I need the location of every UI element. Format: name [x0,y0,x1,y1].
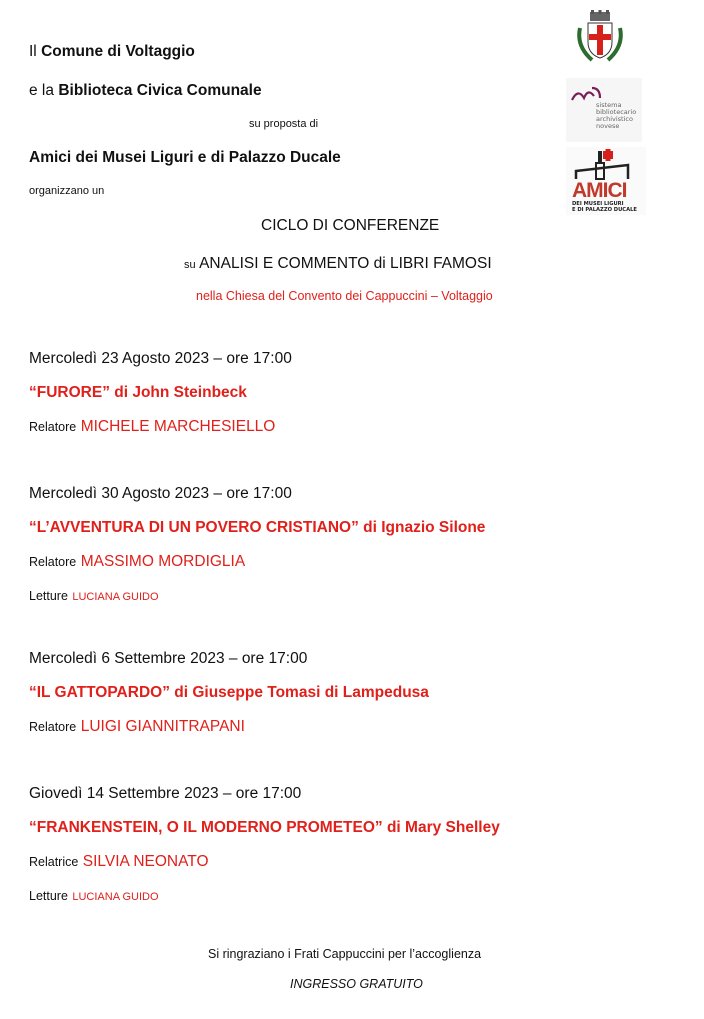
event-2-reading: Letture LUCIANA GUIDO [29,589,159,603]
sba-line-4: novese [596,122,620,130]
topic-title: ANALISI E COMMENTO di LIBRI FAMOSI [199,255,492,272]
event-2-date: Mercoledì 30 Agosto 2023 – ore 17:00 [29,485,292,502]
comune-name: Comune di Voltaggio [41,43,195,60]
proposal-text: su proposta di [249,118,319,130]
event-4-date: Giovedì 14 Settembre 2023 – ore 17:00 [29,785,302,802]
free-entry-text: INGRESSO GRATUITO [290,977,423,991]
event-1-speaker: Relatore MICHELE MARCHESIELLO [29,418,276,435]
sba-logo [566,78,642,142]
event-1-date: Mercoledì 23 Agosto 2023 – ore 17:00 [29,350,292,367]
organizer-line-1: Il Comune di Voltaggio [29,43,195,60]
venue-text: nella Chiesa del Convento dei Cappuccini – Voltaggio [196,289,493,303]
amici-word: AMICI [572,179,627,202]
event-4-speaker: Relatrice SILVIA NEONATO [29,853,209,870]
amici-sub-line-2: E DI PALAZZO DUCALE [572,207,637,213]
event-3-date: Mercoledì 6 Settembre 2023 – ore 17:00 [29,650,308,667]
sba-line-3: archivistico [596,115,633,123]
association-name: Amici dei Musei Liguri e di Palazzo Ducale [29,149,341,166]
event-4-book: “FRANKENSTEIN, O IL MODERNO PROMETEO” di Mary Shelley [29,819,500,836]
municipal-crest-icon [574,10,626,66]
library-name: Biblioteca Civica Comunale [58,82,262,99]
cycle-title: CICLO DI CONFERENZE [261,217,440,234]
event-4-reading: Letture LUCIANA GUIDO [29,889,159,903]
topic-line: su ANALISI E COMMENTO di LIBRI FAMOSI [184,255,492,272]
event-2-book: “L’AVVENTURA DI UN POVERO CRISTIANO” di Ignazio Silone [29,519,486,536]
palazzo-tower-icon [572,149,632,181]
thanks-text: Si ringraziano i Frati Cappuccini per l’accoglienza [208,947,482,961]
organizer-line-2: e la Biblioteca Civica Comunale [29,82,262,99]
sba-line-2: bibliotecario [596,108,637,116]
amici-logo [566,147,646,215]
event-1-book: “FURORE” di John Steinbeck [29,384,247,401]
amici-sub-line-1: DEI MUSEI LIGURI [572,201,624,207]
event-3-speaker: Relatore LUIGI GIANNITRAPANI [29,718,245,735]
organize-text: organizzano un [29,185,105,197]
event-3-book: “IL GATTOPARDO” di Giuseppe Tomasi di Lampedusa [29,684,429,701]
sba-line-1: sistema [596,101,622,109]
event-2-speaker: Relatore MASSIMO MORDIGLIA [29,553,246,570]
